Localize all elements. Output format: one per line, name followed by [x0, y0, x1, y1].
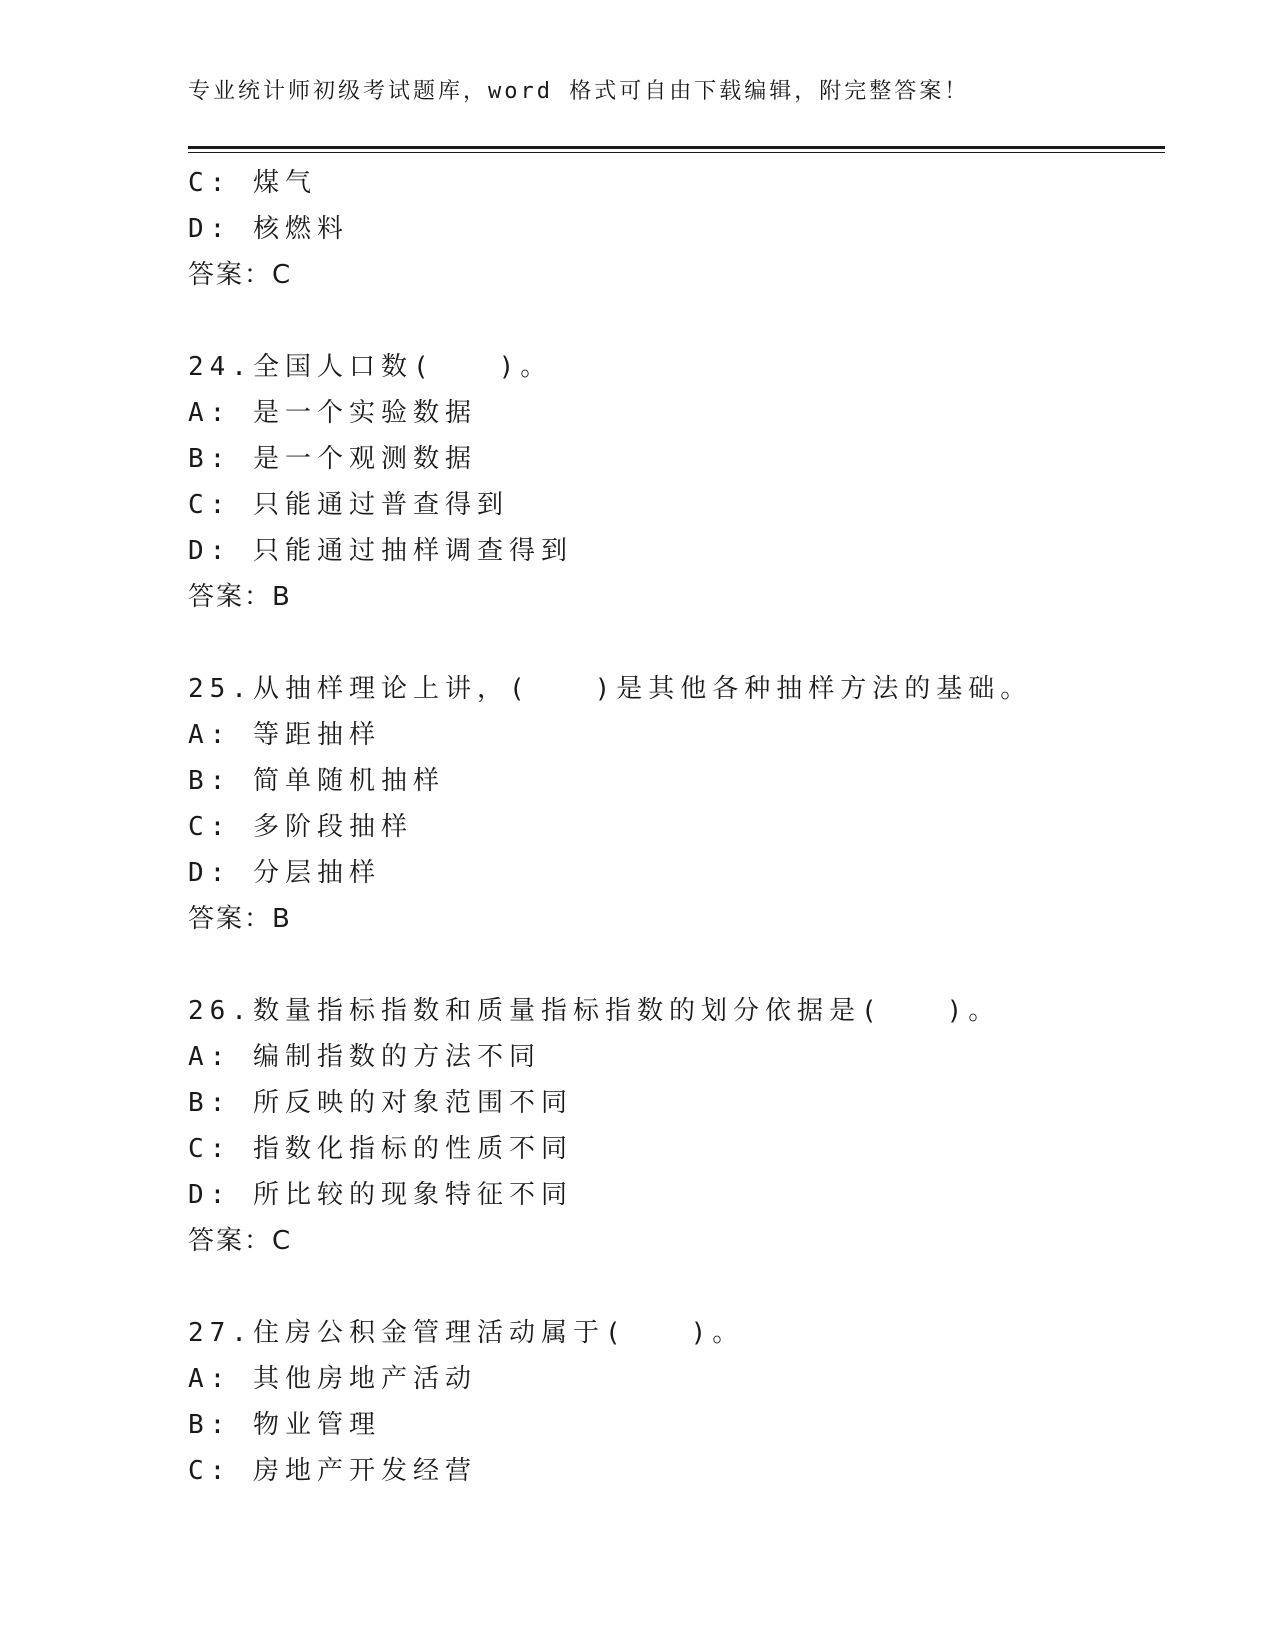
answer-line: 答案：C: [188, 260, 293, 290]
spacer: [188, 298, 1165, 344]
option-line: A: 是一个实验数据: [188, 398, 477, 428]
option-line: A: 编制指数的方法不同: [188, 1042, 541, 1072]
option-line: A: 等距抽样: [188, 720, 381, 750]
question-line: 27.住房公积金管理活动属于( )。: [188, 1318, 745, 1348]
option-line: C: 多阶段抽样: [188, 812, 413, 842]
question-line: 24.全国人口数( )。: [188, 352, 553, 382]
option-line: C: 煤气: [188, 168, 317, 198]
option-line: D: 所比较的现象特征不同: [188, 1180, 573, 1210]
option-line: C: 指数化指标的性质不同: [188, 1134, 573, 1164]
option-line: B: 简单随机抽样: [188, 766, 445, 796]
question-line: 25.从抽样理论上讲，( )是其他各种抽样方法的基础。: [188, 674, 1033, 704]
option-line: D: 核燃料: [188, 214, 349, 244]
option-line: D: 分层抽样: [188, 858, 381, 888]
option-line: A: 其他房地产活动: [188, 1364, 477, 1394]
answer-line: 答案：B: [188, 582, 292, 612]
option-line: B: 物业管理: [188, 1410, 381, 1440]
option-line: B: 是一个观测数据: [188, 444, 477, 474]
spacer: [188, 942, 1165, 988]
option-line: C: 房地产开发经营: [188, 1456, 477, 1486]
question-content: [188, 160, 1165, 1494]
answer-line: 答案：B: [188, 904, 292, 934]
spacer: [188, 620, 1165, 666]
option-line: B: 所反映的对象范围不同: [188, 1088, 573, 1118]
option-line: D: 只能通过抽样调查得到: [188, 536, 573, 566]
question-line: 26.数量指标指数和质量指标指数的划分依据是( )。: [188, 996, 1001, 1026]
answer-line: 答案：C: [188, 1226, 293, 1256]
spacer: [188, 1264, 1165, 1310]
page-header: 专业统计师初级考试题库，word 格式可自由下载编辑，附完整答案！: [188, 79, 970, 104]
option-line: C: 只能通过普查得到: [188, 490, 509, 520]
header-rule-thin: [188, 152, 1165, 153]
header-rule-thick: [188, 146, 1165, 149]
